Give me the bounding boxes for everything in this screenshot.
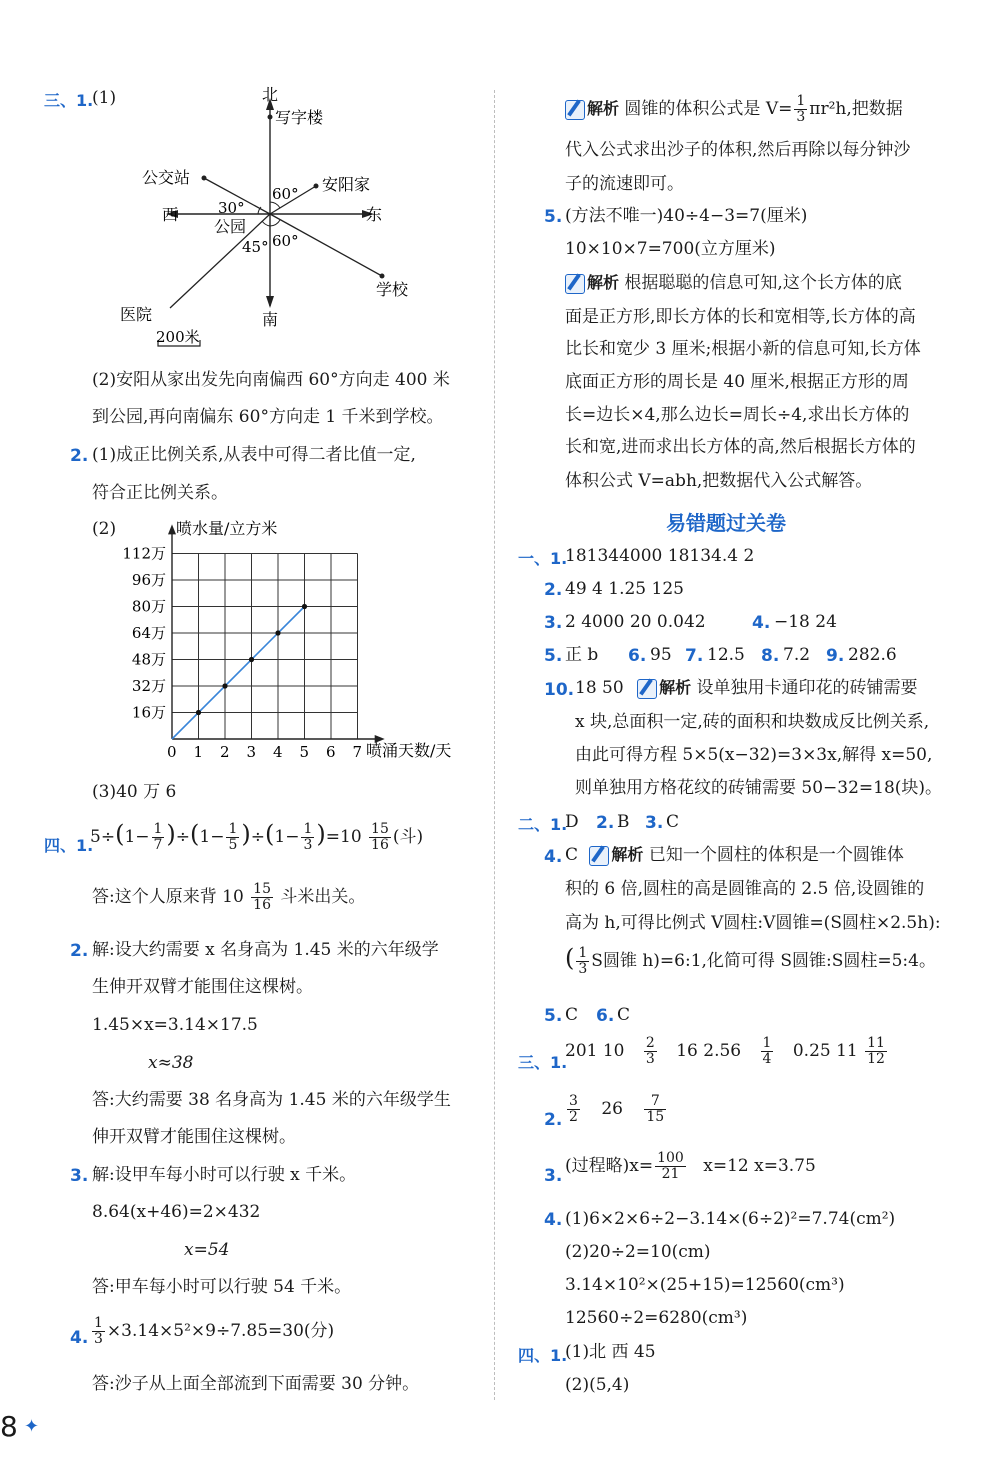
q5-jx3: 比长和宽少 3 厘米;根据小新的信息可知,长方体: [565, 339, 921, 359]
hospital-label: 医院: [120, 305, 153, 324]
q4-4-expr: ×3.14×5²×9÷7.85=30(分): [106, 1321, 335, 1341]
q5-line1: (方法不唯一)40÷4−3=7(厘米): [565, 206, 808, 226]
s3-4-3: 3.14×10²×(25+15)=12560(cm³): [565, 1275, 845, 1295]
east-label: 东: [366, 205, 383, 224]
s1-10-values: 18 50: [575, 678, 624, 698]
r1-frac-den: 3: [796, 109, 806, 125]
s3-2-a: 26: [601, 1099, 623, 1119]
q5-jx4: 底面正方形的周长是 40 厘米,根据正方形的周: [565, 372, 909, 392]
section-3-label: 三、1.: [44, 91, 94, 110]
q2-line2: 符合正比例关系。: [92, 483, 228, 503]
s3-3-b: x=12 x=3.75: [703, 1156, 816, 1176]
chart-y-tick-label: 96万: [131, 571, 166, 589]
q4-3-eq2: x=54: [184, 1240, 230, 1260]
s1-4-number: 4.: [752, 613, 771, 633]
pen-icon: [637, 679, 657, 699]
s3-3-number: 3.: [544, 1166, 563, 1186]
s1-10-line1: [575, 677, 918, 699]
s2-label: 二、1.: [518, 815, 568, 834]
s2-4-number: 4.: [544, 847, 563, 867]
q4-2-number: 2.: [70, 941, 89, 961]
s2-2-number: 2.: [596, 813, 615, 833]
angle-30: 30°: [218, 199, 245, 217]
chart-y-arrow: [168, 524, 176, 534]
chart-x-axis-label: 喷涌天数/天: [366, 741, 452, 760]
s1-7-number: 7.: [685, 646, 704, 666]
school-label: 学校: [376, 280, 409, 299]
s3-4-4: 12560÷2=6280(cm³): [565, 1308, 748, 1328]
s1-6: 95: [650, 645, 672, 665]
chart-y-tick-label: 32万: [131, 677, 166, 695]
q4-1-frac-num: 15: [253, 881, 271, 897]
s2-6-number: 6.: [596, 1006, 615, 1026]
bus-station-label: 公交站: [142, 168, 191, 187]
pen-icon: [565, 100, 585, 120]
q4-1-frac-den: 16: [253, 897, 271, 913]
q4-1-expression: 5÷(1− $\frac{1}{7}$ )÷(1− $\frac{1}{5}$ )÷(1− $\frac{1}{3}$ )=10 $\frac{15}{16}$ (斗): [90, 820, 424, 853]
r1-line1-b: πr²h,把数据: [809, 99, 903, 119]
q4-3-line1: 解:设甲车每小时可以行驶 x 千米。: [92, 1165, 357, 1185]
water-volume-chart: [110, 514, 490, 764]
s1-9-number: 9.: [826, 646, 845, 666]
q4-4-frac-den: 3: [94, 1331, 103, 1347]
s1-10-jx4: 则单独用方格花纹的砖铺需要 50−32=18(块)。: [575, 778, 943, 798]
s1-10-jx3: 由此可得方程 5×5(x−32)=3×3x,解得 x=50,: [575, 745, 933, 765]
angle-60-upper: 60°: [272, 185, 299, 203]
s2-4-jx4: S圆锥 h)=6:1,化简可得 S圆锥:S圆柱=5:4。: [591, 951, 936, 971]
r1-line3: 子的流速即可。: [565, 174, 684, 194]
s1-10-jx2: x 块,总面积一定,砖的面积和块数成反比例关系,: [575, 712, 930, 732]
park-label: 公园: [214, 217, 247, 236]
q4-2-line2: 生伸开双臂才能围住这棵树。: [92, 977, 313, 997]
s1-4: −18 24: [774, 612, 837, 632]
q4-3-ans: 答:甲车每小时可以行驶 54 千米。: [92, 1277, 352, 1297]
chart-y-tick-label: 112万: [122, 544, 166, 563]
q2-number: 2.: [70, 446, 89, 466]
q5-jx5: 长=边长×4,那么边长=周长÷4,求出长方体的: [565, 405, 910, 425]
analysis-badge: 解析: [565, 272, 619, 294]
q5-analysis-line1: [565, 272, 902, 294]
west-label: 西: [162, 205, 179, 224]
s2-4-jx3: 高为 h,可得比例式 V圆柱:V圆锥=(S圆柱×2.5h):: [565, 913, 941, 933]
q2-line1: (1)成正比例关系,从表中可得二者比值一定,: [92, 445, 416, 465]
office-building-label: 写字楼: [275, 108, 324, 127]
q2-part2: (2): [92, 519, 117, 539]
q5-jx1: 根据聪聪的信息可知,这个长方体的底: [624, 273, 902, 293]
chart-y-tick-label: 64万: [131, 624, 166, 642]
q4-1-answer-b: 斗米出关。: [280, 887, 366, 907]
chart-y-tick-label: 80万: [131, 597, 166, 616]
s1-2-number: 2.: [544, 580, 563, 600]
q4-2-ans2: 伸开双臂才能围住这棵树。: [92, 1127, 296, 1147]
q2-part3: (3)40 万 6: [92, 782, 177, 802]
chart-x-tick-label: 0: [167, 743, 177, 761]
angle-45: 45°: [242, 238, 269, 256]
s3-1-a: 201 10: [565, 1041, 625, 1061]
section-4-label: 四、1.: [44, 836, 94, 855]
s3-4-number: 4.: [544, 1210, 563, 1230]
r1-line1: [565, 94, 903, 125]
s3-1-c: 0.25 11: [792, 1041, 858, 1061]
s2-2: B: [617, 812, 630, 832]
s3-1-b: 16 2.56: [676, 1041, 742, 1061]
s1-7: 12.5: [707, 645, 745, 665]
s1-3: 2 4000 20 0.042: [565, 612, 706, 632]
r1-line2: 代入公式求出沙子的体积,然后再除以每分钟沙: [565, 140, 911, 160]
q4-4-frac-num: 1: [94, 1315, 103, 1331]
chart-x-tick-label: 1: [193, 743, 204, 761]
q5-jx2: 面是正方形,即长方体的长和宽相等,长方体的高: [565, 307, 916, 327]
r1-frac-num: 1: [796, 93, 806, 109]
analysis-badge: 解析: [589, 844, 643, 866]
s1-label: 一、1.: [518, 549, 568, 568]
s3-3-a: (过程略)x=: [565, 1156, 654, 1176]
pen-icon: [589, 846, 609, 866]
chart-x-tick-label: 6: [326, 743, 336, 761]
q5-jx6: 长和宽,进而求出长方体的高,然后根据长方体的: [565, 437, 916, 457]
chart-x-tick-label: 2: [220, 743, 230, 761]
s2-5: C: [565, 1005, 579, 1025]
q5-jx7: 体积公式 V=abh,把数据代入公式解答。: [565, 471, 873, 491]
s3-2-number: 2.: [544, 1110, 563, 1130]
s2-4-answer: C: [565, 845, 579, 865]
s3-4-2: (2)20÷2=10(cm): [565, 1242, 711, 1262]
chart-data-point: [196, 710, 201, 715]
chart-data-point: [222, 683, 227, 688]
r1-line1-a: 圆锥的体积公式是 V=: [624, 99, 793, 119]
s2-3: C: [666, 812, 680, 832]
s3-label: 三、1.: [518, 1053, 568, 1072]
analysis-badge: 解析: [565, 98, 619, 120]
chart-x-tick-label: 7: [352, 743, 363, 761]
q5-line2: 10×10×7=700(立方厘米): [565, 239, 776, 259]
q4-1-answer-a: 答:这个人原来背 10: [92, 887, 244, 907]
s2-4-line1: [565, 844, 904, 866]
s2-4-line4: ( $\frac{1}{3}$ S圆锥 h)=6:1,化简可得 S圆锥:S圆柱=5:4。: [565, 944, 936, 977]
s1-10-jx1: 设单独用卡通印花的砖铺需要: [696, 678, 918, 698]
q3-1-part1: (1): [92, 88, 117, 108]
angle-60-lower: 60°: [272, 232, 299, 250]
q4-1-answer: [92, 882, 365, 913]
s2-4-jx2: 积的 6 倍,圆柱的高是圆锥高的 2.5 倍,设圆锥的: [565, 879, 925, 899]
q4-4-ans: 答:沙子从上面全部流到下面需要 30 分钟。: [92, 1374, 420, 1394]
s1-5: 正 b: [565, 645, 599, 665]
s2-5-number: 5.: [544, 1006, 563, 1026]
compass-diagram: [110, 80, 430, 350]
s1-2: 49 4 1.25 125: [565, 579, 684, 599]
s4-1: (1)北 西 45: [565, 1342, 656, 1362]
s3-3-line: (过程略)x= $\frac{100}{21}$ x=12 x=3.75: [565, 1150, 816, 1182]
q4-2-eq2: x≈38: [148, 1053, 194, 1073]
q3-1-part2-line2: 到公园,再向南偏东 60°方向走 1 千米到学校。: [92, 407, 444, 427]
q5-number: 5.: [544, 207, 563, 227]
s1-3-number: 3.: [544, 613, 563, 633]
chart-y-tick-label: 16万: [131, 703, 166, 722]
q4-3-number: 3.: [70, 1166, 89, 1186]
s2-4-jx1: 已知一个圆柱的体积是一个圆锥体: [648, 845, 904, 865]
south-label: 南: [262, 310, 279, 329]
s2-6: C: [617, 1005, 631, 1025]
s3-1-line: 201 10 $\frac{2}{3}$ 16 2.56 $\frac{1}{4}$ 0.25 11 $\frac{11}{12}$: [565, 1035, 885, 1067]
pen-icon: [565, 274, 585, 294]
chart-x-tick-label: 3: [246, 743, 257, 761]
s2-3-number: 3.: [645, 813, 664, 833]
s2-1: D: [565, 812, 579, 832]
s1-9: 282.6: [848, 645, 897, 665]
s1-8-number: 8.: [761, 646, 780, 666]
s1-10-number: 10.: [544, 680, 575, 700]
section-title: 易错题过关卷: [666, 511, 786, 535]
star-icon: ✦: [24, 1416, 40, 1437]
chart-data-point: [249, 657, 254, 662]
column-divider: [494, 90, 495, 1400]
s1-5-number: 5.: [544, 646, 563, 666]
q4-2-eq1: 1.45×x=3.14×17.5: [92, 1015, 258, 1035]
page-number: 8: [0, 1410, 18, 1443]
s1-6-number: 6.: [628, 646, 647, 666]
s4-2: (2)(5,4): [565, 1375, 630, 1395]
chart-data-point: [302, 604, 307, 609]
chart-data-point: [275, 630, 280, 635]
analysis-badge: 解析: [637, 677, 691, 699]
s1-1: 181344000 18134.4 2: [565, 546, 755, 566]
north-label: 北: [262, 85, 279, 104]
scale-label: 200米: [156, 328, 200, 346]
q4-4-expression: [90, 1316, 334, 1347]
q4-3-eq1: 8.64(x+46)=2×432: [92, 1202, 261, 1222]
s3-4-1: (1)6×2×6÷2−3.14×(6÷2)²=7.74(cm²): [565, 1209, 896, 1229]
s4-label: 四、1.: [518, 1346, 568, 1365]
chart-x-tick-label: 5: [299, 743, 310, 761]
s3-2-line: $\frac{3}{2}$ 26 $\frac{7}{15}$: [569, 1093, 665, 1125]
q3-1-part2-line1: (2)安阳从家出发先向南偏西 60°方向走 400 米: [92, 370, 450, 390]
s1-8: 7.2: [783, 645, 811, 665]
chart-y-tick-label: 48万: [131, 650, 166, 669]
q4-2-ans1: 答:大约需要 38 名身高为 1.45 米的六年级学生: [92, 1090, 451, 1110]
chart-x-tick-label: 4: [273, 743, 283, 761]
anyang-home-label: 安阳家: [322, 175, 371, 194]
q4-4-number: 4.: [70, 1328, 89, 1348]
chart-y-axis-label: 喷水量/立方米: [176, 519, 278, 538]
chart-series-line: [172, 607, 305, 740]
q4-2-line1: 解:设大约需要 x 名身高为 1.45 米的六年级学: [92, 940, 439, 960]
